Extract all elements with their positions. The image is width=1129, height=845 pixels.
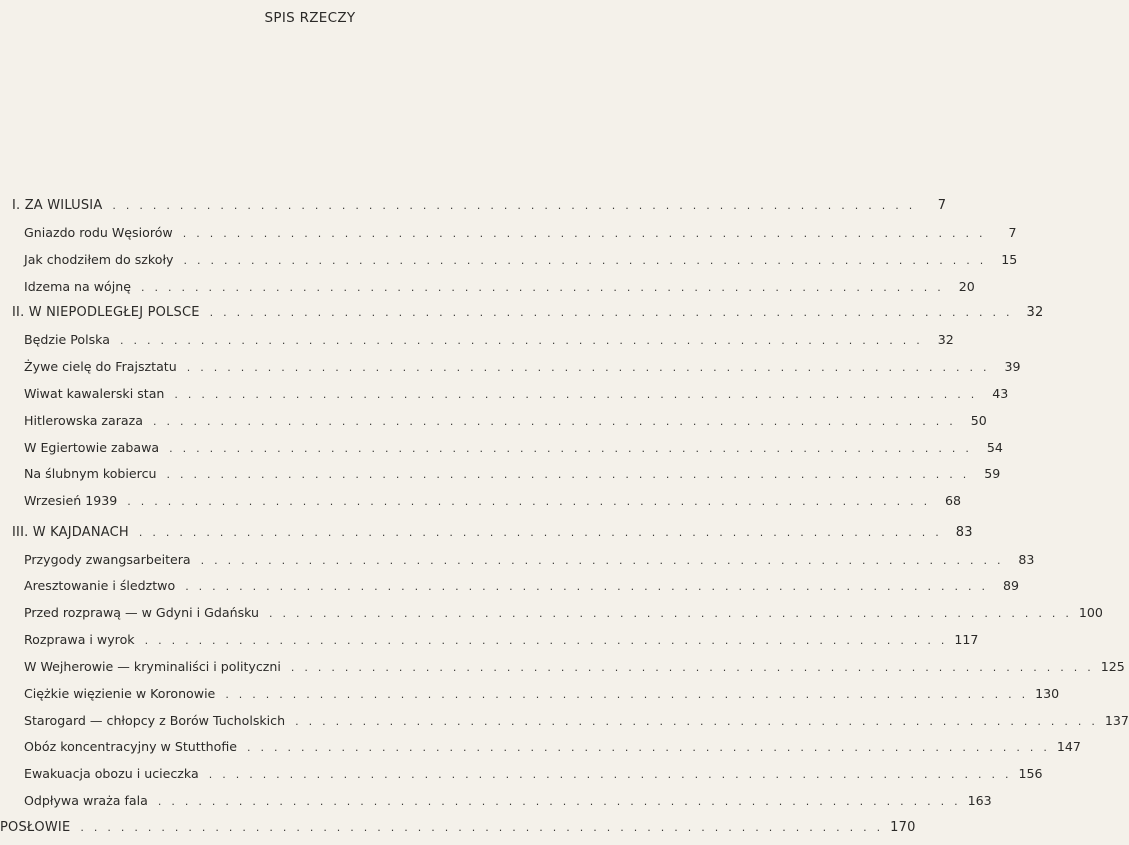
toc-entry bbox=[24, 464, 1001, 484]
toc-entry bbox=[24, 576, 1019, 596]
toc-entry-page-number: 163 bbox=[967, 793, 992, 808]
toc-entry-page-number: 170 bbox=[890, 820, 916, 835]
dot-leader: ............................................................ bbox=[182, 227, 993, 240]
toc-entry-title: Wiwat kawalerski stan bbox=[24, 386, 165, 401]
toc-entry-title: Idzema na wójnę bbox=[24, 279, 131, 294]
toc-entry-title: Będzie Polska bbox=[24, 332, 110, 347]
toc-entry-page-number: 32 bbox=[1026, 305, 1044, 320]
toc-entry-page-number: 20 bbox=[958, 279, 975, 294]
toc-entry bbox=[24, 737, 1081, 757]
dot-leader: ............................................................ bbox=[169, 442, 979, 455]
dot-leader: ............................................................ bbox=[80, 821, 891, 834]
toc-entry-page-number: 15 bbox=[1001, 252, 1018, 267]
dot-leader: ............................................................ bbox=[186, 361, 997, 374]
dot-leader: ............................................................ bbox=[185, 580, 995, 593]
toc-entry-page-number: 130 bbox=[1035, 686, 1060, 701]
toc-entry bbox=[24, 438, 1003, 458]
toc-entry-title: Rozprawa i wyrok bbox=[24, 632, 135, 647]
dot-leader: ............................................................ bbox=[225, 688, 1036, 701]
toc-entry-page-number: 147 bbox=[1056, 739, 1081, 754]
dot-leader: ............................................................ bbox=[183, 254, 994, 267]
toc-chapter bbox=[0, 818, 916, 838]
toc-entry bbox=[24, 764, 1043, 784]
dot-leader: ............................................................ bbox=[112, 199, 923, 212]
toc-entry bbox=[24, 630, 979, 650]
dot-leader: ............................................................ bbox=[174, 388, 985, 401]
toc-entry-page-number: 137 bbox=[1104, 713, 1129, 728]
dot-leader: ............................................................ bbox=[141, 281, 951, 294]
toc-entry-title: Przygody zwangsarbeitera bbox=[24, 552, 191, 567]
toc-entry bbox=[24, 277, 975, 297]
toc-entry-title: Starogard — chłopcy z Borów Tucholskich bbox=[24, 713, 286, 728]
toc-entry bbox=[24, 357, 1021, 377]
toc-entry-title: Odpływa wraża fala bbox=[24, 793, 148, 808]
toc-entry-page-number: 125 bbox=[1100, 659, 1125, 674]
toc-entry bbox=[24, 603, 1103, 623]
toc-entry bbox=[24, 491, 962, 511]
toc-entry bbox=[24, 250, 1018, 270]
toc-entry-page-number: 100 bbox=[1078, 605, 1103, 620]
dot-leader: ............................................................ bbox=[157, 795, 968, 808]
toc-entry bbox=[24, 791, 992, 811]
toc-entry-page-number: 68 bbox=[945, 493, 962, 508]
toc-chapter bbox=[12, 523, 973, 543]
toc-entry-title: II. W NIEPODLEGŁEJ POLSCE bbox=[12, 305, 200, 320]
toc-entry bbox=[24, 223, 1017, 243]
toc-entry-title: Na ślubnym kobiercu bbox=[24, 466, 157, 481]
toc-entry-page-number: 7 bbox=[937, 198, 947, 213]
toc-entry bbox=[24, 411, 987, 431]
toc-entry-page-number: 54 bbox=[986, 440, 1003, 455]
toc-chapter bbox=[12, 303, 1044, 323]
dot-leader: ............................................................ bbox=[144, 634, 955, 647]
toc-entry-title: I. ZA WILUSIA bbox=[12, 198, 103, 213]
toc-entry bbox=[24, 711, 1129, 731]
toc-entry-title: W Egiertowie zabawa bbox=[24, 440, 160, 455]
toc-entry bbox=[24, 684, 1060, 704]
toc-entry-page-number: 43 bbox=[992, 386, 1009, 401]
toc-entry-title: Ciężkie więzienie w Koronowie bbox=[24, 686, 216, 701]
toc-entry-page-number: 83 bbox=[955, 525, 973, 540]
toc-entry-title: III. W KAJDANACH bbox=[12, 525, 129, 540]
dot-leader: ............................................................ bbox=[152, 415, 963, 428]
dot-leader: ............................................................ bbox=[247, 741, 1057, 754]
toc-entry-title: Ewakuacja obozu i ucieczka bbox=[24, 766, 199, 781]
toc-entry-page-number: 83 bbox=[1018, 552, 1035, 567]
dot-leader: ............................................................ bbox=[119, 334, 930, 347]
toc-entry bbox=[24, 330, 954, 350]
toc-entry-page-number: 32 bbox=[937, 332, 954, 347]
dot-leader: ............................................................ bbox=[295, 715, 1105, 728]
toc-entry-title: Obóz koncentracyjny w Stutthofie bbox=[24, 739, 238, 754]
dot-leader: ............................................................ bbox=[209, 306, 1020, 319]
toc-entry-page-number: 39 bbox=[1004, 359, 1021, 374]
dot-leader: ............................................................ bbox=[200, 554, 1011, 567]
toc-entry-page-number: 59 bbox=[984, 466, 1001, 481]
dot-leader: ............................................................ bbox=[290, 661, 1101, 674]
dot-leader: ............................................................ bbox=[269, 607, 1079, 620]
toc-entry-title: Jak chodziłem do szkoły bbox=[24, 252, 174, 267]
toc-entry-title: W Wejherowie — kryminaliści i polityczni bbox=[24, 659, 281, 674]
dot-leader: ............................................................ bbox=[127, 495, 938, 508]
toc-entry-page-number: 117 bbox=[954, 632, 979, 647]
toc-entry-page-number: 50 bbox=[970, 413, 987, 428]
toc-entry-page-number: 7 bbox=[1008, 225, 1017, 240]
toc-entry-title: Aresztowanie i śledztwo bbox=[24, 578, 176, 593]
toc-entry bbox=[24, 384, 1009, 404]
toc-entry-title: Hitlerowska zaraza bbox=[24, 413, 143, 428]
toc-entry-page-number: 89 bbox=[1002, 578, 1019, 593]
toc-chapter bbox=[12, 196, 947, 216]
dot-leader: ............................................................ bbox=[208, 768, 1019, 781]
toc-entry-title: POSŁOWIE bbox=[0, 820, 71, 835]
toc-entry-title: Przed rozprawą — w Gdyni i Gdańsku bbox=[24, 605, 260, 620]
toc-entry-title: Żywe cielę do Frajsztatu bbox=[24, 359, 177, 374]
toc-entry-page-number: 156 bbox=[1018, 766, 1043, 781]
toc-entry-title: Wrzesień 1939 bbox=[24, 493, 118, 508]
page-title: SPIS RZECZY bbox=[264, 10, 356, 26]
toc-entry bbox=[24, 657, 1125, 677]
dot-leader: ............................................................ bbox=[138, 526, 949, 539]
toc-entry-title: Gniazdo rodu Węsiorów bbox=[24, 225, 173, 240]
toc-entry bbox=[24, 550, 1035, 570]
dot-leader: ............................................................ bbox=[166, 468, 977, 481]
